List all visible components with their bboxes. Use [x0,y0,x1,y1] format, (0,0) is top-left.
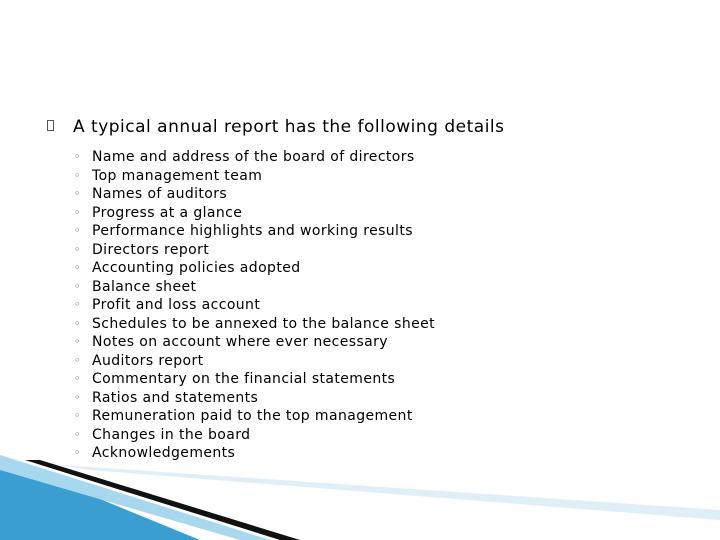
list-item-text: Accounting policies adopted [92,260,301,276]
circle-bullet-icon: ◦ [74,298,81,311]
circle-bullet-icon: ◦ [74,335,81,348]
circle-bullet-icon: ◦ [74,316,81,330]
circle-bullet-icon: ◦ [74,242,81,256]
list-item-text: Notes on account where ever necessary [92,334,388,350]
list-item-text: Ratios and statements [92,389,259,406]
list-item-text: Remuneration paid to the top management [92,408,413,424]
list-item [0,407,720,426]
list-item [0,241,720,260]
main-bullet-point [0,115,720,140]
list-item-text: Top management team [92,167,263,184]
list-item [0,296,720,315]
circle-bullet-icon: ◦ [74,261,81,274]
list-item-text: Name and address of the board of directors [92,149,415,165]
circle-bullet-icon: ◦ [74,446,81,459]
circle-bullet-icon: ◦ [74,390,81,404]
circle-bullet-icon: ◦ [74,187,81,200]
list-item-text: Performance highlights and working results [92,223,413,239]
list-item [0,222,720,241]
square-bullet-icon [47,120,54,131]
list-item [0,185,720,204]
circle-bullet-icon: ◦ [74,353,81,367]
list-item [0,444,720,463]
list-item [0,426,720,445]
list-item [0,315,720,334]
list-item-text: Changes in the board [92,426,251,443]
circle-bullet-icon: ◦ [74,427,81,441]
list-item-text: Schedules to be annexed to the balance sheet [92,315,436,332]
list-item-text: Names of auditors [92,186,228,202]
list-item-text: Progress at a glance [92,204,243,221]
list-item [0,370,720,389]
circle-bullet-icon: ◦ [74,279,81,293]
list-item-text: Acknowledgements [92,445,236,461]
list-item-text: Profit and loss account [92,297,261,313]
list-item-text: Commentary on the financial statements [92,371,396,387]
list-item-text: Directors report [92,241,210,258]
list-item-text: Balance sheet [92,278,197,295]
list-item [0,278,720,297]
circle-bullet-icon: ◦ [74,168,81,182]
list-item [0,352,720,371]
list-item [0,148,720,167]
list-item [0,389,720,408]
slide-heading: A typical annual report has the following details [73,117,505,137]
slide-content [0,115,720,461]
list-item [0,167,720,186]
circle-bullet-icon: ◦ [74,224,81,237]
list-item [0,333,720,352]
sub-bullet-list [0,148,720,463]
circle-bullet-icon: ◦ [74,372,81,385]
circle-bullet-icon: ◦ [74,205,81,219]
list-item [0,204,720,223]
list-item-text: Auditors report [92,352,204,369]
circle-bullet-icon: ◦ [74,150,81,163]
list-item [0,259,720,278]
circle-bullet-icon: ◦ [74,409,81,422]
